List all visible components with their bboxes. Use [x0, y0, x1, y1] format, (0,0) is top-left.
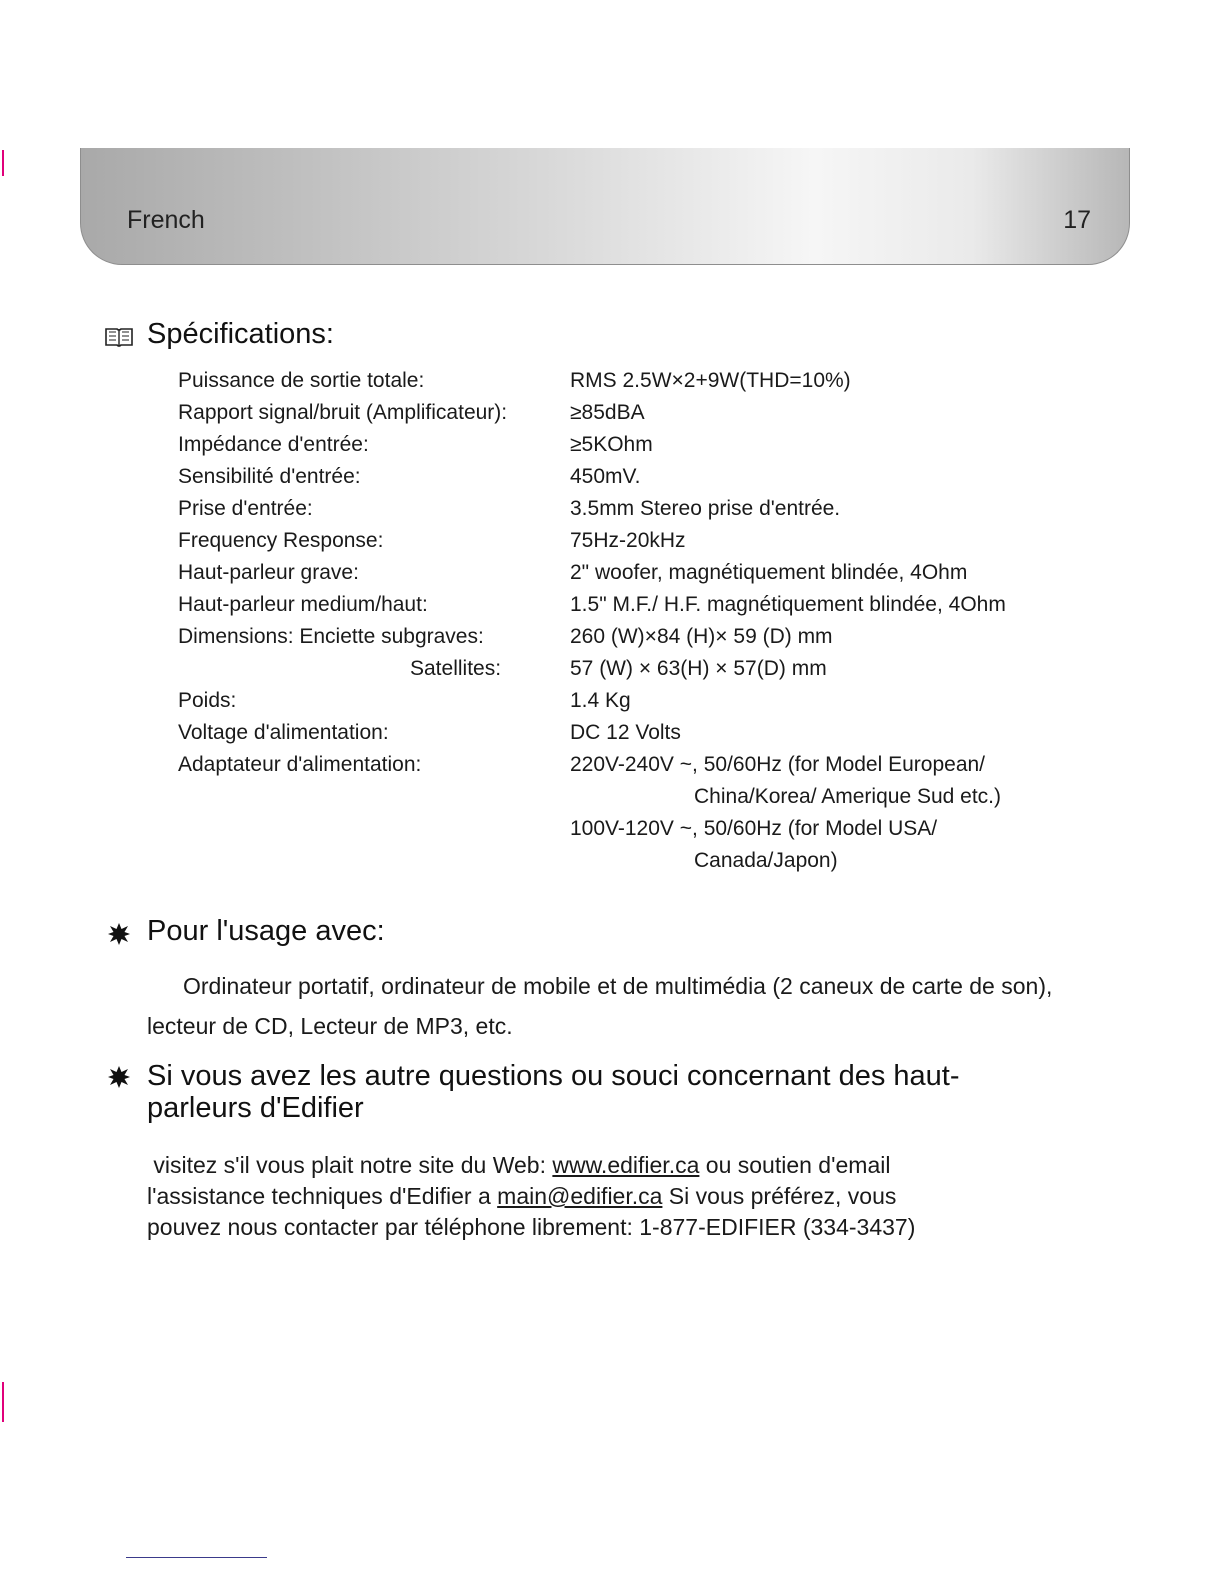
usage-paragraph [147, 966, 1067, 1046]
spec-row [178, 590, 1078, 622]
contact-text: visitez s'il vous plait notre site du Web: [153, 1152, 553, 1178]
spec-row [178, 814, 1078, 846]
star-bullet-icon [108, 1066, 130, 1088]
page-number: 17 [1063, 206, 1091, 234]
contact-text: ou soutien d'email [699, 1152, 891, 1178]
spec-row [178, 366, 1078, 398]
page-header [80, 148, 1130, 265]
spec-row [178, 526, 1078, 558]
spec-label: Frequency Response: [178, 529, 384, 552]
spec-value: 75Hz-20kHz [570, 529, 686, 552]
spec-label: Haut-parleur medium/haut: [178, 593, 428, 616]
spec-label: Satellites: [410, 657, 502, 680]
specifications-table [178, 366, 1078, 878]
email-link[interactable]: main@edifier.ca [497, 1183, 663, 1209]
spec-value: 1.5" M.F./ H.F. magnétiquement blindée, 4Ohm [570, 593, 1006, 616]
header-language: French [127, 206, 205, 234]
spec-value: 450mV. [570, 465, 641, 488]
spec-row [178, 846, 1078, 878]
specifications-title: Spécifications: [147, 318, 334, 350]
spec-row [178, 718, 1078, 750]
spec-value: 1.4 Kg [570, 689, 631, 712]
spec-value: Canada/Japon) [694, 849, 838, 872]
spec-row [178, 750, 1078, 782]
spec-row [178, 430, 1078, 462]
contact-text: l'assistance techniques d'Edifier a [147, 1183, 498, 1209]
spec-label: Poids: [178, 689, 237, 712]
spec-label: Haut-parleur grave: [178, 561, 359, 584]
usage-title: Pour l'usage avec: [147, 915, 385, 947]
contact-line [147, 1212, 1087, 1243]
spec-value: 57 (W) × 63(H) × 57(D) mm [570, 657, 827, 680]
spec-row [178, 398, 1078, 430]
spec-row [178, 686, 1078, 718]
spec-value: RMS 2.5W×2+9W(THD=10%) [570, 369, 851, 392]
usage-text: Ordinateur portatif, ordinateur de mobile et de multimédia (2 caneux de carte de son), lecteur de CD, Lecteur de MP3, etc. [147, 973, 1053, 1039]
spec-value: 260 (W)×84 (H)× 59 (D) mm [570, 625, 833, 648]
contact-text: pouvez nous contacter par téléphone librement: 1-877-EDIFIER (334-3437) [147, 1214, 916, 1240]
spec-label: Adaptateur d'alimentation: [178, 753, 422, 776]
spec-label: Rapport signal/bruit (Amplificateur): [178, 401, 508, 424]
spec-row [178, 654, 1078, 686]
spec-label: Impédance d'entrée: [178, 433, 369, 456]
spec-value: ≥5KOhm [570, 433, 653, 456]
contact-paragraph [147, 1150, 1087, 1243]
spec-row [178, 782, 1078, 814]
spec-value: ≥85dBA [570, 401, 645, 424]
spec-value: 3.5mm Stereo prise d'entrée. [570, 497, 841, 520]
spec-row [178, 462, 1078, 494]
spec-label: Prise d'entrée: [178, 497, 313, 520]
spec-value: 100V-120V ~, 50/60Hz (for Model USA/ [570, 817, 938, 840]
website-link[interactable]: www.edifier.ca [552, 1152, 700, 1178]
spec-value: DC 12 Volts [570, 721, 681, 744]
spec-row [178, 622, 1078, 654]
questions-title: Si vous avez les autre questions ou souci concernant des haut-parleurs d'Edifier [147, 1060, 960, 1124]
spec-value: 220V-240V ~, 50/60Hz (for Model European/ [570, 753, 986, 776]
crop-mark-bottom [2, 1382, 4, 1422]
book-icon [104, 326, 134, 348]
contact-text: Si vous préférez, vous [662, 1183, 897, 1209]
spec-label: Dimensions: Enciette subgraves: [178, 625, 484, 648]
footer-rule [126, 1557, 267, 1558]
spec-label: Sensibilité d'entrée: [178, 465, 361, 488]
contact-line [147, 1181, 1087, 1212]
crop-mark-top [2, 150, 4, 176]
spec-row [178, 558, 1078, 590]
star-bullet-icon [108, 923, 130, 945]
spec-row [178, 494, 1078, 526]
contact-line [147, 1150, 1087, 1181]
spec-value: 2" woofer, magnétiquement blindée, 4Ohm [570, 561, 968, 584]
spec-label: Voltage d'alimentation: [178, 721, 389, 744]
spec-label: Puissance de sortie totale: [178, 369, 425, 392]
spec-value: China/Korea/ Amerique Sud etc.) [694, 785, 1002, 808]
